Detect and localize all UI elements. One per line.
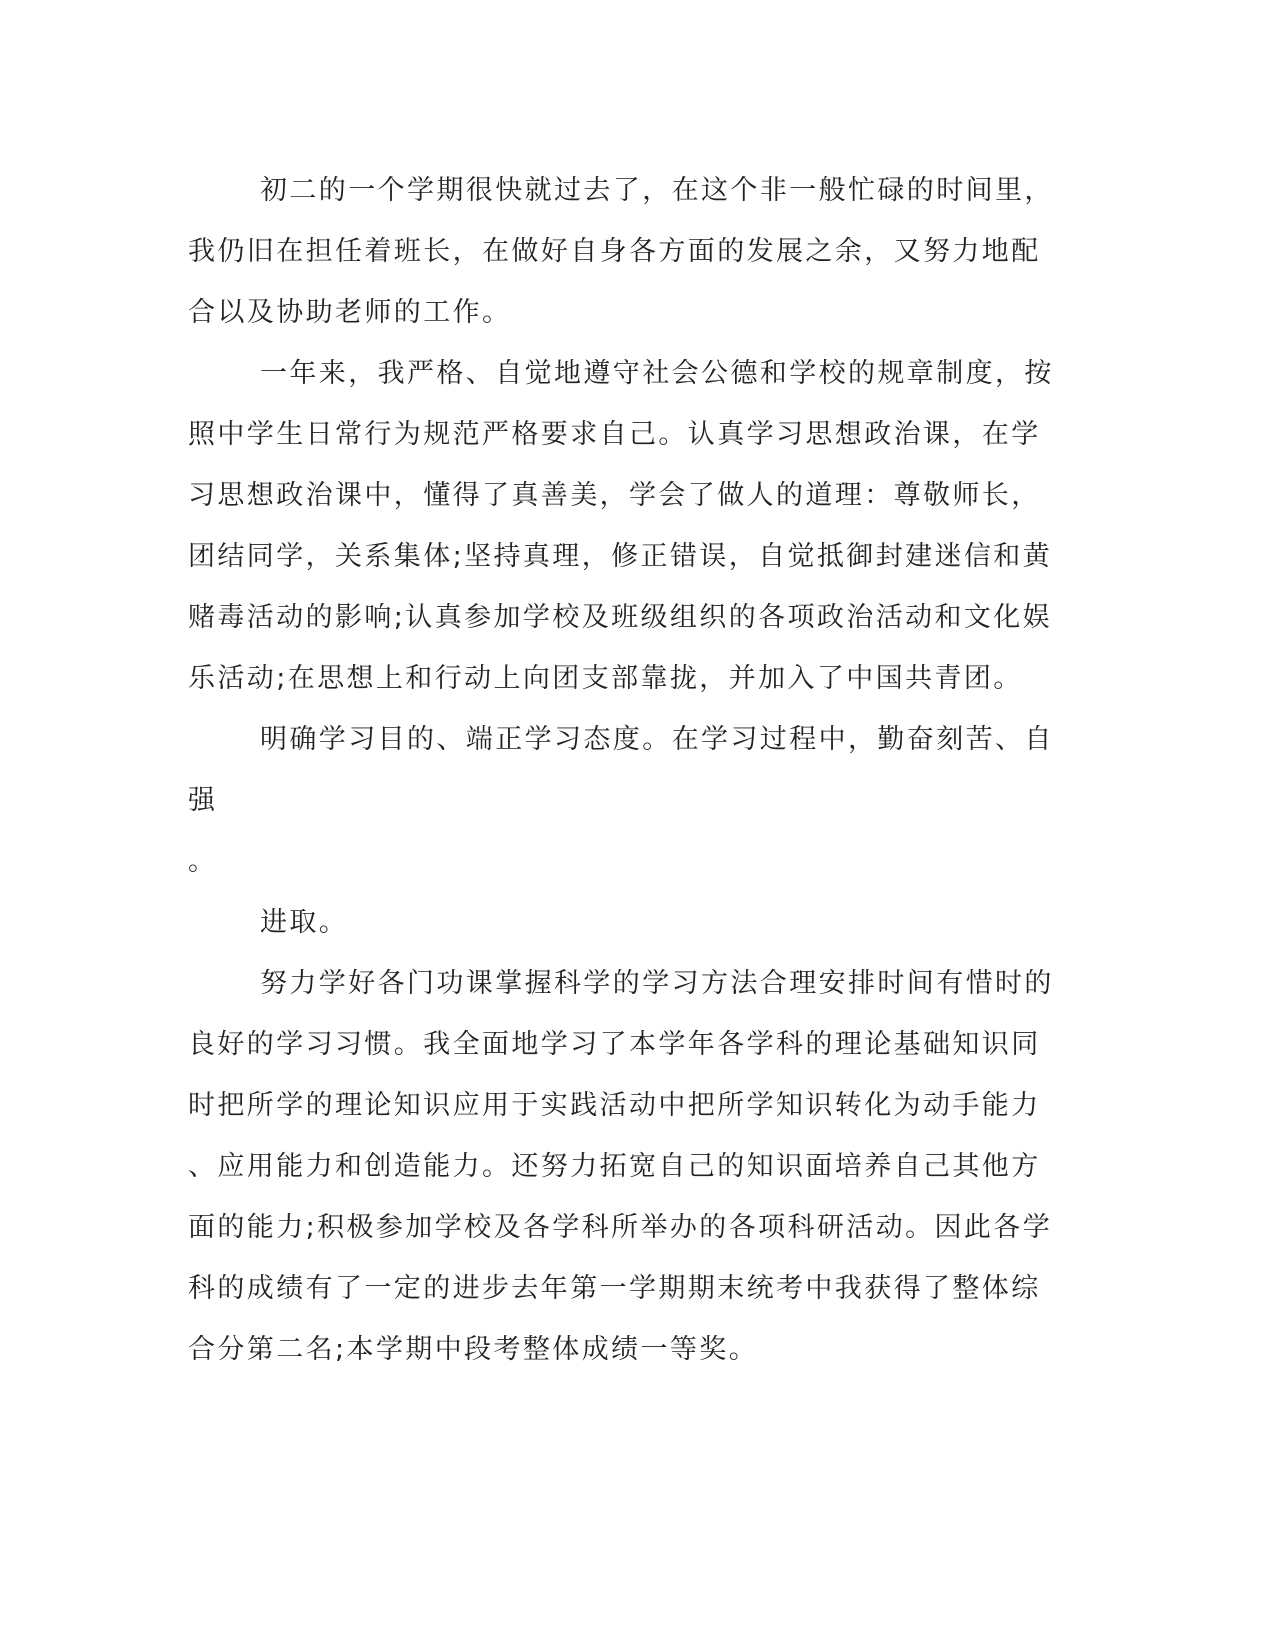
document-body [188, 160, 1068, 1380]
paragraph-conduct: 一年来，我严格、自觉地遵守社会公德和学校的规章制度，按照中学生日常行为规范严格要求自己。认真学习思想政治课，在学习思想政治课中，懂得了真善美，学会了做人的道理：尊敬师长，团结同学，关系集体;坚持真理，修正错误，自觉抵御封建迷信和黄赌毒活动的影响;认真参加学校及班级组织的各项政治活动和文化娱乐活动;在思想上和行动上向团支部靠拢，并加入了中国共青团。 [188, 358, 1054, 694]
paragraph-semester-intro: 初二的一个学期很快就过去了，在这个非一般忙碌的时间里，我仍旧在担任着班长，在做好自身各方面的发展之余，又努力地配合以及协助老师的工作。 [188, 175, 1054, 328]
paragraph-achievements: 努力学好各门功课掌握科学的学习方法合理安排时间有惜时的良好的学习习惯。我全面地学习了本学年各学科的理论基础知识同时把所学的理论知识应用于实践活动中把所学知识转化为动手能力、应用能力和创造能力。还努力拓宽自己的知识面培养自己其他方面的能力;积极参加学校及各学科所举办的各项科研活动。因此各学科的成绩有了一定的进步去年第一学期期末统考中我获得了整体综合分第二名;本学期中段考整体成绩一等奖。 [188, 968, 1054, 1365]
paragraph-stray-period: 。 [188, 846, 218, 877]
paragraph-study-attitude: 明确学习目的、端正学习态度。在学习过程中，勤奋刻苦、自强 [188, 724, 1054, 816]
paragraph-progress: 进取。 [260, 907, 349, 938]
